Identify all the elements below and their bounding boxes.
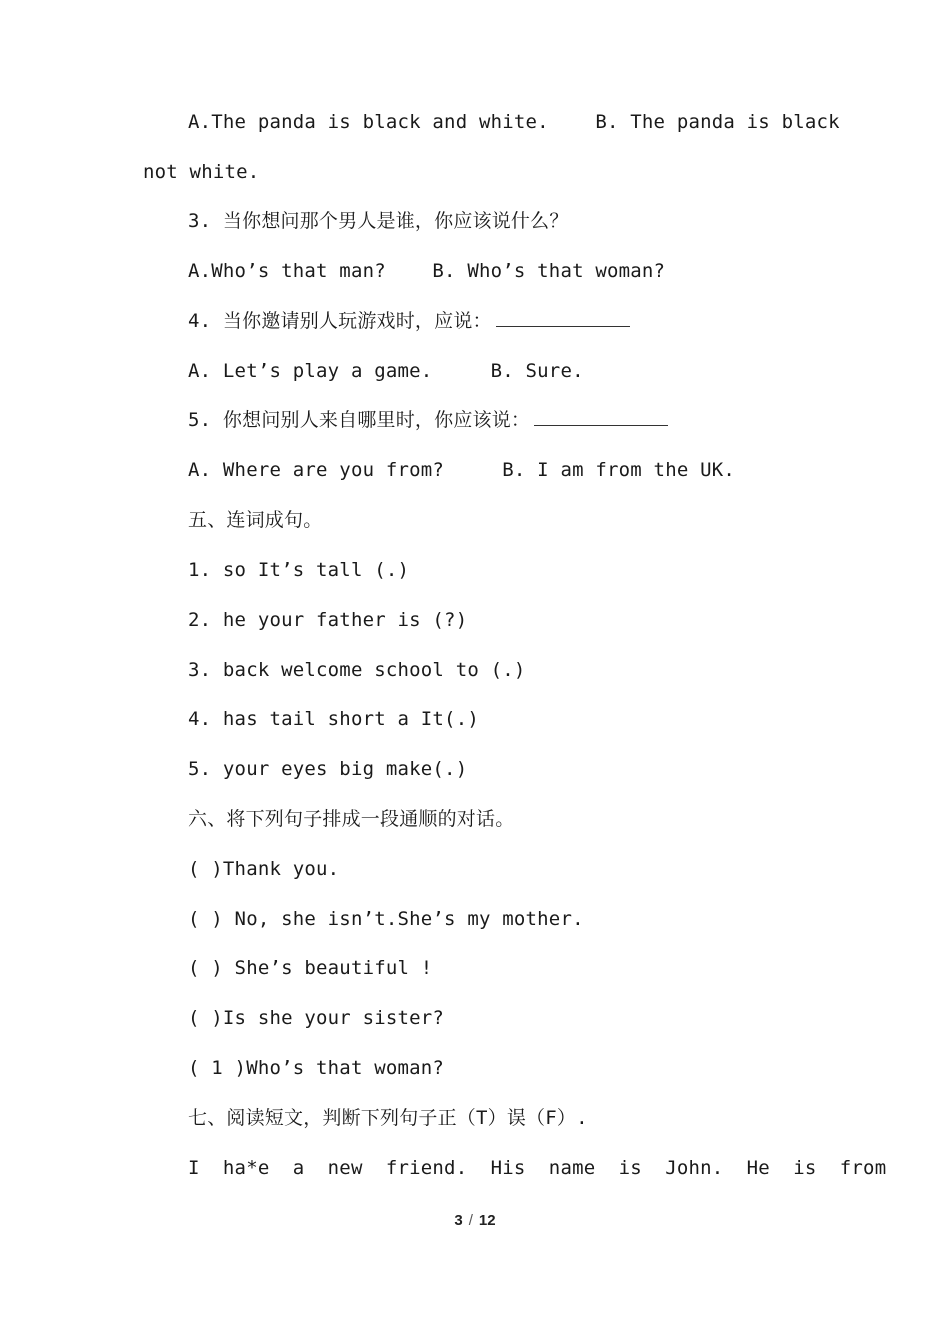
section-6-item-2: ( ) No, she isn’t.She’s my mother. [188, 908, 584, 930]
q4-options: A. Let’s play a game. B. Sure. [188, 360, 584, 382]
q5-answer-blank [534, 409, 668, 426]
q2-options-line: A.The panda is black and white. B. The panda is black [188, 111, 840, 133]
q2-options-continuation: not white. [143, 161, 260, 183]
q3-prompt: 3. 当你想问那个男人是谁，你应该说什么？ [188, 210, 569, 232]
section-6-item-3: ( ) She’s beautiful ! [188, 957, 433, 979]
section-7-heading: 七、阅读短文，判断下列句子正（T）误（F）. [188, 1107, 588, 1129]
q4-prompt: 4. 当你邀请别人玩游戏时，应说： [188, 310, 492, 332]
page-separator: / [468, 1212, 473, 1229]
section-5-item-3: 3. back welcome school to (.) [188, 659, 526, 681]
section-5-item-5: 5. your eyes big make(.) [188, 758, 468, 780]
section-6-item-4: ( )Is she your sister? [188, 1007, 445, 1029]
section-6-heading: 六、将下列句子排成一段通顺的对话。 [188, 808, 515, 830]
section-7-passage: I ha*e a new friend. His name is John. He is from [188, 1157, 887, 1179]
page-number [0, 1212, 950, 1229]
q4-prompt-line [188, 307, 630, 335]
q5-prompt: 5. 你想问别人来自哪里时，你应该说： [188, 409, 531, 431]
q5-options: A. Where are you from? B. I am from the UK. [188, 459, 736, 481]
section-5-item-2: 2. he your father is (?) [188, 609, 468, 631]
section-5-heading: 五、连词成句。 [188, 509, 323, 531]
section-5-item-4: 4. has tail short a It(.) [188, 708, 479, 730]
section-6-item-1: ( )Thank you. [188, 858, 340, 880]
total-pages: 12 [478, 1212, 496, 1229]
q3-options: A.Who’s that man? B. Who’s that woman? [188, 260, 666, 282]
current-page: 3 [454, 1212, 463, 1229]
section-5-item-1: 1. so It’s tall (.) [188, 559, 410, 581]
q4-answer-blank [496, 310, 630, 327]
section-6-item-5: ( 1 )Who’s that woman? [188, 1057, 445, 1079]
q5-prompt-line [188, 406, 668, 434]
